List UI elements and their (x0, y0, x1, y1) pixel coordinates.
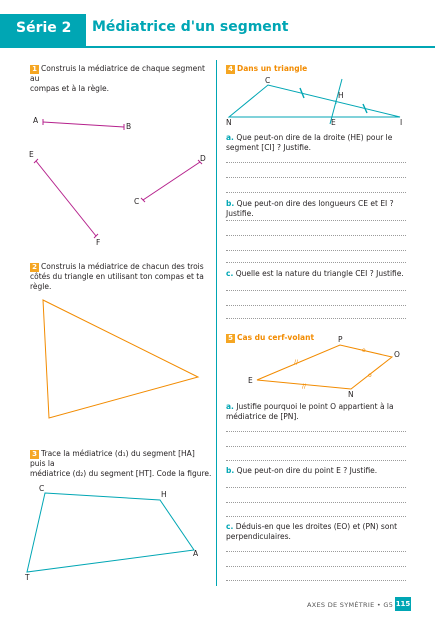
svg-text:o: o (368, 372, 372, 379)
q5-b-text: Que peut-on dire du point E ? Justifie. (236, 466, 378, 475)
answer-line[interactable] (226, 305, 406, 306)
answer-line[interactable] (226, 235, 406, 236)
exercise-3-text-line1: Trace la médiatrice (d₁) du segment [HA] puis la (30, 449, 195, 468)
answer-line[interactable] (226, 431, 406, 432)
segment-cd (141, 160, 202, 202)
q5-letter-b: b. (226, 466, 235, 475)
q5-a-line1: Justifie pourquoi le point O appartient à la (236, 402, 394, 411)
page-number: 115 (395, 597, 411, 611)
exercise-2-text-line3: règle. (30, 282, 52, 291)
q5-a-line2: médiatrice de [PN]. (226, 412, 299, 421)
label-ex5-n: N (348, 390, 354, 399)
exercise-5-heading (226, 333, 314, 343)
q-letter-a: a. (226, 133, 234, 142)
label-ex5-e: E (248, 376, 253, 385)
label-f: F (96, 238, 101, 247)
label-ex4-e: E (331, 118, 336, 127)
exercise-4-question-a (226, 133, 408, 153)
svg-text://: // (302, 383, 307, 390)
label-e: E (29, 150, 34, 159)
answer-line[interactable] (226, 580, 406, 581)
exercise-4-number: 4 (226, 65, 235, 74)
label-ex3-h: H (161, 490, 167, 499)
exercise-4-figure (229, 79, 400, 124)
exercise-1-number: 1 (30, 65, 39, 74)
q-a-line2: segment [CI] ? Justifie. (226, 143, 311, 152)
exercise-4-question-c (226, 269, 412, 279)
label-b: B (126, 122, 132, 131)
page-title: Médiatrice d'un segment (92, 19, 289, 35)
q-c-text: Quelle est la nature du triangle CEI ? Justifie. (235, 269, 404, 278)
answer-line[interactable] (226, 177, 406, 178)
label-ex3-a: A (193, 549, 199, 558)
exercise-5-number: 5 (226, 334, 235, 343)
answer-line[interactable] (226, 551, 406, 552)
exercise-4-question-b (226, 199, 412, 219)
answer-line[interactable] (226, 460, 406, 461)
answer-line[interactable] (226, 192, 406, 193)
segment-ab (43, 119, 124, 130)
label-ex5-o: O (394, 350, 400, 359)
label-ex4-n: N (226, 118, 232, 127)
exercise-1-text-line1: Construis la médiatrice de chaque segment au (30, 64, 205, 83)
exercise-5-question-c (226, 522, 412, 542)
label-ex5-p: P (338, 335, 343, 344)
exercise-2-triangle (43, 300, 198, 418)
svg-text://: // (294, 359, 299, 366)
segment-ef (34, 159, 98, 238)
exercise-2-text-line2: côtés du triangle en utilisant ton compas et ta (30, 272, 204, 281)
exercise-3-number: 3 (30, 450, 39, 459)
exercise-4-heading (226, 64, 307, 74)
answer-line[interactable] (226, 262, 406, 263)
q-letter-b: b. (226, 199, 235, 208)
answer-line[interactable] (226, 502, 406, 503)
answer-line[interactable] (226, 566, 406, 567)
q-letter-c: c. (226, 269, 234, 278)
answer-line[interactable] (226, 162, 406, 163)
answer-line[interactable] (226, 318, 406, 319)
answer-line[interactable] (226, 487, 406, 488)
exercise-3-quadrilateral (27, 493, 194, 572)
exercise-3-text-line2: médiatrice (d₂) du segment [HT]. Code la figure. (30, 469, 212, 478)
q5-letter-c: c. (226, 522, 234, 531)
q-b-text: Que peut-on dire des longueurs CE et EI ? Justifie. (226, 199, 394, 218)
label-a: A (33, 116, 39, 125)
serie-label: Série 2 (16, 20, 72, 36)
svg-text:o: o (362, 347, 366, 354)
exercise-5-question-b (226, 466, 412, 476)
exercise-5-title: Cas du cerf-volant (237, 333, 315, 342)
exercise-4-title: Dans un triangle (237, 64, 308, 73)
label-ex4-h: H (338, 91, 344, 100)
q5-c-line1: Déduis-en que les droites (EO) et (PN) sont (235, 522, 398, 531)
q-a-line1: Que peut-on dire de la droite (HE) pour le (236, 133, 393, 142)
label-d: D (200, 154, 206, 163)
exercise-1-text-line2: compas et à la règle. (30, 84, 110, 93)
exercise-2-number: 2 (30, 263, 39, 272)
label-ex4-c: C (265, 76, 271, 85)
q5-c-line2: perpendiculaires. (226, 532, 291, 541)
label-c: C (134, 197, 140, 206)
q5-letter-a: a. (226, 402, 234, 411)
exercise-5-question-a (226, 402, 408, 422)
exercise-5-kite (257, 345, 392, 390)
answer-line[interactable] (226, 446, 406, 447)
label-ex3-t: T (25, 573, 30, 582)
answer-line[interactable] (226, 250, 406, 251)
answer-line[interactable] (226, 290, 406, 291)
answer-line[interactable] (226, 220, 406, 221)
footer-chapter: AXES DE SYMÉTRIE • G5 (307, 601, 394, 609)
exercise-2-text-line1: Construis la médiatrice de chacun des trois (41, 262, 204, 271)
label-ex4-i: I (400, 118, 403, 127)
label-ex3-c: C (39, 484, 45, 493)
answer-line[interactable] (226, 516, 406, 517)
